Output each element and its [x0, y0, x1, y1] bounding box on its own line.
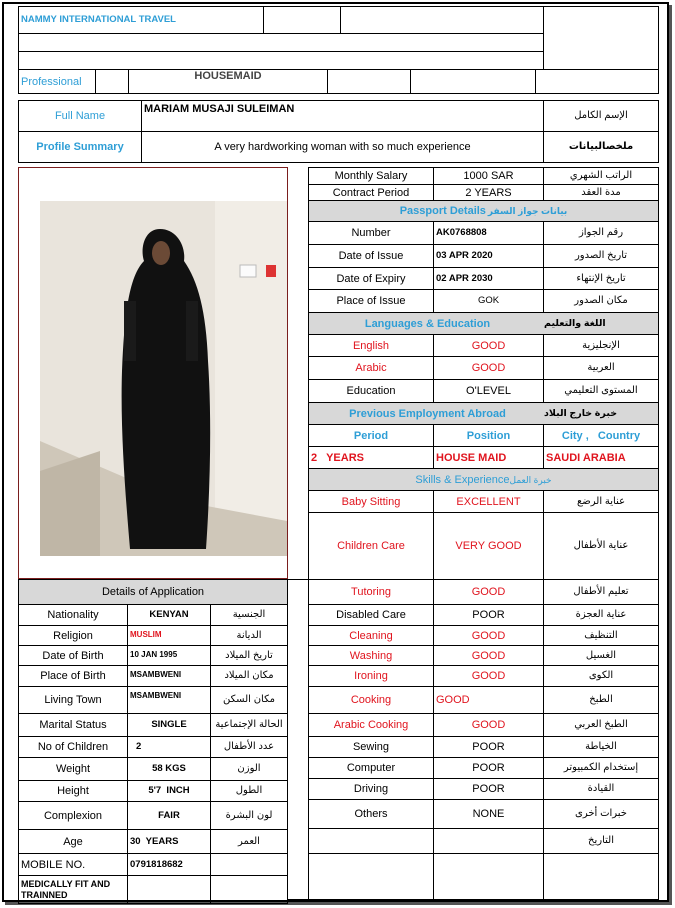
- issue-place-value: GOK: [433, 289, 544, 313]
- application-ar: مكان السكن: [210, 686, 288, 714]
- issue-date-value: 03 APR 2020: [433, 244, 544, 268]
- skill-label: Cooking: [308, 686, 434, 714]
- profile-summary-ar: ملخصالبيانات: [543, 131, 659, 163]
- mobile-value: 0791818682: [127, 853, 211, 876]
- application-value: MSAMBWENI: [127, 665, 211, 687]
- application-value: KENYAN: [127, 604, 211, 626]
- languages-title-ar: اللغة والتعليم: [544, 317, 606, 329]
- skill-value: VERY GOOD: [433, 512, 544, 580]
- expiry-date-value: 02 APR 2030: [433, 267, 544, 290]
- blank-cell: [127, 875, 211, 904]
- application-label: Age: [18, 829, 128, 854]
- application-value: 10 JAN 1995: [127, 645, 211, 666]
- employment-title: Previous Employment Abroad: [349, 407, 506, 420]
- issue-place-ar: مكان الصدور: [543, 289, 659, 313]
- employment-country-value: SAUDI ARABIA: [543, 446, 659, 469]
- skill-value: GOOD: [433, 625, 544, 646]
- application-label: Height: [18, 780, 128, 802]
- salary-ar: الراتب الشهري: [543, 167, 659, 185]
- application-value: FAIR: [127, 801, 211, 830]
- skills-title-ar: خبرة العمل: [509, 474, 552, 485]
- cv-page: [2, 2, 669, 902]
- employment-section-header: [308, 402, 659, 425]
- skill-ar: القيادة: [543, 778, 659, 800]
- passport-number-value: AK0768808: [433, 221, 544, 245]
- application-section-header: Details of Application: [18, 579, 288, 605]
- blank-cell: [543, 853, 659, 900]
- application-value: 58 KGS: [127, 757, 211, 781]
- expiry-date-label: Date of Expiry: [308, 267, 434, 290]
- application-value: 5'7 INCH: [127, 780, 211, 802]
- full-name-ar: الإسم الكامل: [543, 100, 659, 132]
- application-ar: الديانة: [210, 625, 288, 646]
- application-ar: لون البشرة: [210, 801, 288, 830]
- skill-ar: الكوى: [543, 665, 659, 687]
- employment-position-head: Position: [433, 424, 544, 447]
- application-label: Complexion: [18, 801, 128, 830]
- blank-cell: [308, 853, 434, 900]
- application-value: SINGLE: [127, 713, 211, 737]
- header-logo-box: [543, 6, 659, 70]
- application-value: 2: [127, 736, 211, 758]
- full-name-label: Full Name: [18, 100, 142, 132]
- english-label: English: [308, 334, 434, 357]
- header-blank-row: [18, 51, 544, 70]
- skill-label: [308, 828, 434, 854]
- application-ar: العمر: [210, 829, 288, 854]
- application-value: 30 YEARS: [127, 829, 211, 854]
- skill-label: Arabic Cooking: [308, 713, 434, 737]
- professional-value: HOUSEMAID: [128, 69, 328, 94]
- passport-number-ar: رقم الجواز: [543, 221, 659, 245]
- full-name-value: MARIAM MUSAJI SULEIMAN: [141, 100, 544, 132]
- woman-in-black-abaya-photo: [40, 201, 287, 556]
- languages-section-header: [308, 312, 659, 335]
- employment-title-ar: خبرة خارج البلاد: [544, 407, 618, 419]
- professional-label: Professional: [18, 69, 96, 94]
- issue-date-ar: تاريخ الصدور: [543, 244, 659, 268]
- skill-ar: الطبخ: [543, 686, 659, 714]
- skill-value: GOOD: [433, 579, 544, 605]
- profile-summary-value: A very hardworking woman with so much experience: [141, 131, 544, 163]
- skill-ar: عناية العجزة: [543, 604, 659, 626]
- professional-blank: [327, 69, 411, 94]
- employment-period-value: 2 YEARS: [308, 446, 434, 469]
- profile-summary-label: Profile Summary: [18, 131, 142, 163]
- skill-label: Others: [308, 799, 434, 829]
- passport-title-ar: بيانات جواز السفر: [487, 206, 568, 216]
- period-value: 2 YEARS: [433, 184, 544, 201]
- skill-ar: إستخدام الكمبيوتر: [543, 757, 659, 779]
- application-label: Place of Birth: [18, 665, 128, 687]
- application-label: Date of Birth: [18, 645, 128, 666]
- skill-value: [433, 828, 544, 854]
- skill-value: GOOD: [433, 665, 544, 687]
- skill-label: Computer: [308, 757, 434, 779]
- skill-label: Driving: [308, 778, 434, 800]
- application-label: Nationality: [18, 604, 128, 626]
- skill-label: Washing: [308, 645, 434, 666]
- expiry-date-ar: تاريخ الإنتهاء: [543, 267, 659, 290]
- languages-title: Languages & Education: [364, 317, 491, 330]
- header-blank-2: [340, 6, 544, 34]
- skill-ar: خبرات أخرى: [543, 799, 659, 829]
- mobile-label: MOBILE NO.: [18, 853, 128, 876]
- skill-ar: الغسيل: [543, 645, 659, 666]
- skill-ar: الخياطة: [543, 736, 659, 758]
- application-ar: مكان الميلاد: [210, 665, 288, 687]
- skill-ar: عناية الرضع: [543, 490, 659, 513]
- skills-section-header: [308, 468, 659, 491]
- issue-date-label: Date of Issue: [308, 244, 434, 268]
- skills-title: Skills & Experience: [415, 473, 510, 486]
- education-label: Education: [308, 379, 434, 403]
- blank-cell: [210, 875, 288, 904]
- education-ar: المستوى التعليمي: [543, 379, 659, 403]
- applicant-photo: [40, 201, 287, 556]
- salary-value: 1000 SAR: [433, 167, 544, 185]
- company-name: NAMMY INTERNATIONAL TRAVEL: [18, 6, 264, 34]
- spacer-column: [287, 579, 309, 900]
- professional-blank: [95, 69, 129, 94]
- professional-blank: [410, 69, 536, 94]
- skill-label: Disabled Care: [308, 604, 434, 626]
- skill-value: GOOD: [433, 645, 544, 666]
- english-value: GOOD: [433, 334, 544, 357]
- passport-number-label: Number: [308, 221, 434, 245]
- skill-value: EXCELLENT: [433, 490, 544, 513]
- employment-position-value: HOUSE MAID: [433, 446, 544, 469]
- skill-ar: عناية الأطفال: [543, 512, 659, 580]
- period-label: Contract Period: [308, 184, 434, 201]
- skill-value: POOR: [433, 778, 544, 800]
- employment-country-head: City , Country: [543, 424, 659, 447]
- application-ar: الطول: [210, 780, 288, 802]
- header-blank-row: [18, 33, 544, 52]
- arabic-label: Arabic: [308, 356, 434, 380]
- skill-label: Baby Sitting: [308, 490, 434, 513]
- header-blank-1: [263, 6, 341, 34]
- skill-value: POOR: [433, 757, 544, 779]
- arabic-value: GOOD: [433, 356, 544, 380]
- skill-label: Cleaning: [308, 625, 434, 646]
- arabic-ar: العربية: [543, 356, 659, 380]
- medical-label: MEDICALLY FIT AND TRAINNED: [18, 875, 128, 904]
- application-ar: الوزن: [210, 757, 288, 781]
- application-ar: تاريخ الميلاد: [210, 645, 288, 666]
- application-label: Marital Status: [18, 713, 128, 737]
- skill-value: GOOD: [433, 686, 544, 714]
- skill-ar: تعليم الأطفال: [543, 579, 659, 605]
- salary-label: Monthly Salary: [308, 167, 434, 185]
- skill-value: NONE: [433, 799, 544, 829]
- application-ar: الحالة الإجتماعية: [210, 713, 288, 737]
- skill-label: Sewing: [308, 736, 434, 758]
- application-label: Living Town: [18, 686, 128, 714]
- application-label: Weight: [18, 757, 128, 781]
- skill-value: POOR: [433, 736, 544, 758]
- skill-ar: الطبخ العربي: [543, 713, 659, 737]
- english-ar: الإنجليزية: [543, 334, 659, 357]
- skill-label: Tutoring: [308, 579, 434, 605]
- skill-value: GOOD: [433, 713, 544, 737]
- application-label: Religion: [18, 625, 128, 646]
- issue-place-label: Place of Issue: [308, 289, 434, 313]
- employment-period-head: Period: [308, 424, 434, 447]
- period-ar: مدة العقد: [543, 184, 659, 201]
- education-value: O'LEVEL: [433, 379, 544, 403]
- blank-cell: [433, 853, 544, 900]
- passport-section-header: [308, 200, 659, 222]
- application-ar: الجنسية: [210, 604, 288, 626]
- skill-label: Ironing: [308, 665, 434, 687]
- skill-ar: التنظيف: [543, 625, 659, 646]
- skill-value: POOR: [433, 604, 544, 626]
- professional-blank: [535, 69, 659, 94]
- skill-ar: التاريخ: [543, 828, 659, 854]
- skill-label: Children Care: [308, 512, 434, 580]
- blank-cell: [210, 853, 288, 876]
- application-value: MUSLIM: [127, 625, 211, 646]
- application-ar: عدد الأطفال: [210, 736, 288, 758]
- application-value: MSAMBWENI: [127, 686, 211, 714]
- application-label: No of Children: [18, 736, 128, 758]
- passport-title: Passport Details: [399, 205, 486, 217]
